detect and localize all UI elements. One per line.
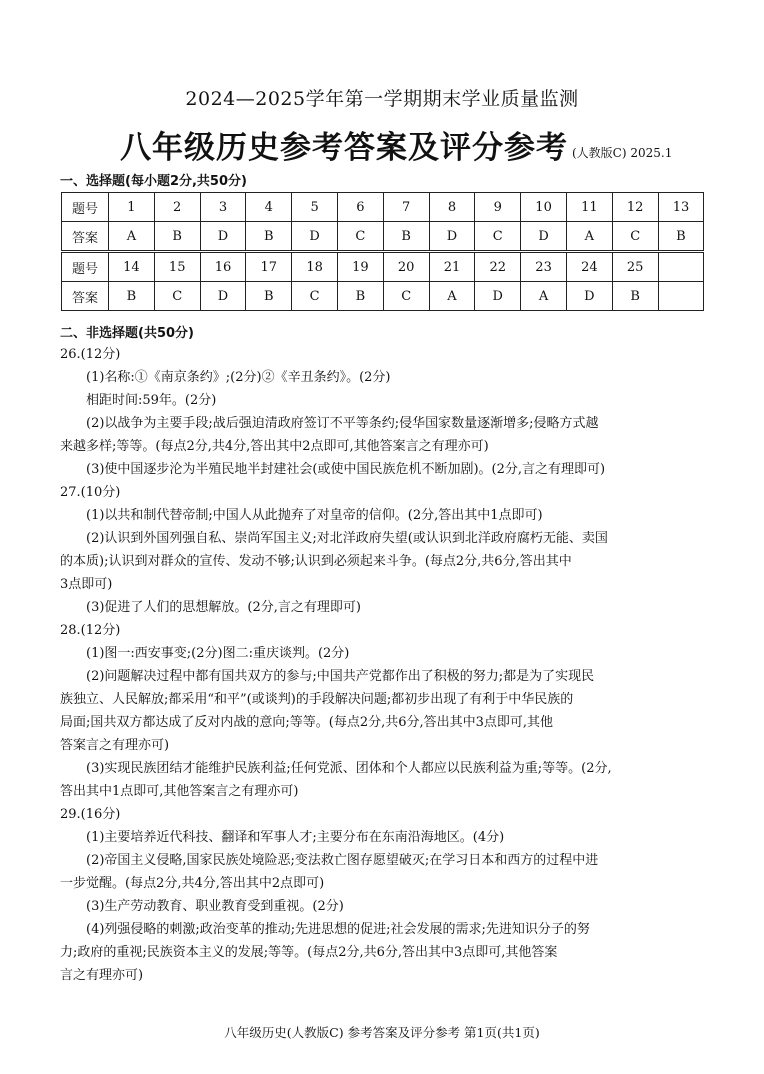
answer-cell: B (337, 282, 383, 311)
answer-cell: D (566, 282, 612, 311)
question-number: 23 (521, 253, 567, 282)
question-number: 14 (109, 253, 155, 282)
answer-cell: D (292, 222, 338, 251)
question-number: 19 (337, 253, 383, 282)
answer-cell: A (109, 222, 155, 251)
answer-cell: A (566, 222, 612, 251)
table-row-answers-2 (62, 282, 704, 311)
answer-cell: C (337, 222, 383, 251)
question-number: 1 (109, 193, 155, 222)
answer-cell: B (612, 282, 658, 311)
question-heading: 29.(16分) (60, 807, 121, 822)
answer-cell: C (475, 222, 521, 251)
question-block (60, 343, 710, 481)
row-label-number: 题号 (62, 253, 109, 282)
answer-cell: B (246, 222, 292, 251)
answer-line: (3)实现民族团结才能维护民族利益;任何党派、团体和个人都应以民族利益为重;等等。(2分, (86, 761, 612, 776)
question-number: 24 (566, 253, 612, 282)
answer-line: 3点即可) (60, 577, 113, 592)
answer-line: 答出其中1点即可,其他答案言之有理亦可) (60, 784, 299, 799)
section2-heading: 二、非选择题(共50分) (60, 326, 194, 341)
answer-line: 族独立、人民解放;都采用“和平”(或谈判)的手段解决问题;都初步出现了有利于中华民族的 (60, 692, 574, 707)
answer-line: 局面;国共双方都达成了反对内战的意向;等等。(每点2分,共6分,答出其中3点即可,其他 (60, 715, 554, 730)
answer-line: (3)使中国逐步沦为半殖民地半封建社会(或使中国民族危机不断加剧)。(2分,言之有理即可) (86, 462, 606, 477)
table-row-numbers-2 (62, 253, 704, 282)
row-label-answer: 答案 (62, 222, 109, 251)
question-number: 11 (566, 193, 612, 222)
answer-cell: C (612, 222, 658, 251)
question-number: 2 (154, 193, 200, 222)
empty-cell (658, 282, 704, 311)
answer-line: 一步觉醒。(每点2分,共4分,答出其中2点即可) (60, 876, 325, 891)
answer-line: (2)认识到外国列强自私、崇尚军国主义;对北洋政府失望(或认识到北洋政府腐朽无能、卖国 (86, 531, 608, 546)
answer-line: 相距时间:59年。(2分) (86, 393, 217, 408)
question-heading: 28.(12分) (60, 623, 121, 638)
question-number: 7 (383, 193, 429, 222)
answer-cell: B (109, 282, 155, 311)
answer-cell: D (429, 222, 475, 251)
answer-line: (4)列强侵略的刺激;政治变革的推动;先进思想的促进;社会发展的需求;先进知识分子的努 (86, 922, 590, 937)
section1-heading: 一、选择题(每小题2分,共50分) (60, 174, 247, 189)
question-number: 25 (612, 253, 658, 282)
answer-line: (1)图一:西安事变;(2分)图二:重庆谈判。(2分) (86, 646, 350, 661)
answer-line: 来越多样;等等。(每点2分,共4分,答出其中2点即可,其他答案言之有理亦可) (60, 439, 489, 454)
question-number: 9 (475, 193, 521, 222)
question-number: 21 (429, 253, 475, 282)
answer-cell: C (383, 282, 429, 311)
question-number: 12 (612, 193, 658, 222)
answer-cell: C (292, 282, 338, 311)
question-number: 3 (200, 193, 246, 222)
answer-line: (2)问题解决过程中都有国共双方的参与;中国共产党都作出了积极的努力;都是为了实现民 (86, 669, 595, 684)
question-number: 18 (292, 253, 338, 282)
question-number: 16 (200, 253, 246, 282)
edition-label: (人教版C) 2025.1 (572, 146, 673, 160)
question-heading: 26.(12分) (60, 347, 121, 362)
question-number: 8 (429, 193, 475, 222)
question-block (60, 481, 710, 619)
answer-cell: D (200, 222, 246, 251)
answer-cell: B (246, 282, 292, 311)
question-heading: 27.(10分) (60, 485, 121, 500)
answer-cell: A (429, 282, 475, 311)
answer-cell: B (658, 222, 704, 251)
answer-line: (3)生产劳动教育、职业教育受到重视。(2分) (86, 899, 344, 914)
question-block (60, 619, 710, 803)
question-number: 4 (246, 193, 292, 222)
question-number: 22 (475, 253, 521, 282)
answer-table (61, 192, 704, 311)
question-number: 15 (154, 253, 200, 282)
answer-line: (2)以战争为主要手段;战后强迫清政府签订不平等条约;侵华国家数量逐渐增多;侵略方式越 (86, 416, 599, 431)
row-label-number: 题号 (62, 193, 109, 222)
answer-cell: D (475, 282, 521, 311)
answer-cell: D (200, 282, 246, 311)
answer-line: (1)名称:①《南京条约》;(2分)②《辛丑条约》。(2分) (86, 370, 391, 385)
answer-line: 言之有理亦可) (60, 968, 144, 983)
answer-line: (3)促进了人们的思想解放。(2分,言之有理即可) (86, 600, 361, 615)
question-number: 6 (337, 193, 383, 222)
question-number: 5 (292, 193, 338, 222)
exam-title: 2024—2025学年第一学期期末学业质量监测 (185, 88, 579, 110)
answer-line: (1)主要培养近代科技、翻译和军事人才;主要分布在东南沿海地区。(4分) (86, 830, 505, 845)
answer-line: (1)以共和制代替帝制;中国人从此抛弃了对皇帝的信仰。(2分,答出其中1点即可) (86, 508, 543, 523)
answer-line: 答案言之有理亦可) (60, 738, 170, 753)
answer-cell: B (154, 222, 200, 251)
question-number: 13 (658, 193, 704, 222)
answer-line: 的本质);认识到对群众的宣传、发动不够;认识到必须起来斗争。(每点2分,共6分,答出其中 (60, 554, 572, 569)
main-title: 八年级历史参考答案及评分参考 (120, 130, 568, 166)
answer-cell: C (154, 282, 200, 311)
answer-line: (2)帝国主义侵略,国家民族处境险恶;变法救亡图存愿望破灭;在学习日本和西方的过程中进 (86, 853, 599, 868)
question-number: 20 (383, 253, 429, 282)
question-block (60, 803, 710, 987)
question-number: 17 (246, 253, 292, 282)
answer-cell: A (521, 282, 567, 311)
question-number: 10 (521, 193, 567, 222)
page-footer: 八年级历史(人教版C) 参考答案及评分参考 第1页(共1页) (224, 1025, 540, 1040)
answer-line: 力;政府的重视;民族资本主义的发展;等等。(每点2分,共6分,答出其中3点即可,其他答案 (60, 945, 558, 960)
answer-cell: B (383, 222, 429, 251)
table-row-answers-1 (62, 222, 704, 251)
question-answers (60, 343, 710, 987)
answer-cell: D (521, 222, 567, 251)
empty-cell (658, 253, 704, 282)
row-label-answer: 答案 (62, 282, 109, 311)
table-row-numbers-1 (62, 193, 704, 222)
